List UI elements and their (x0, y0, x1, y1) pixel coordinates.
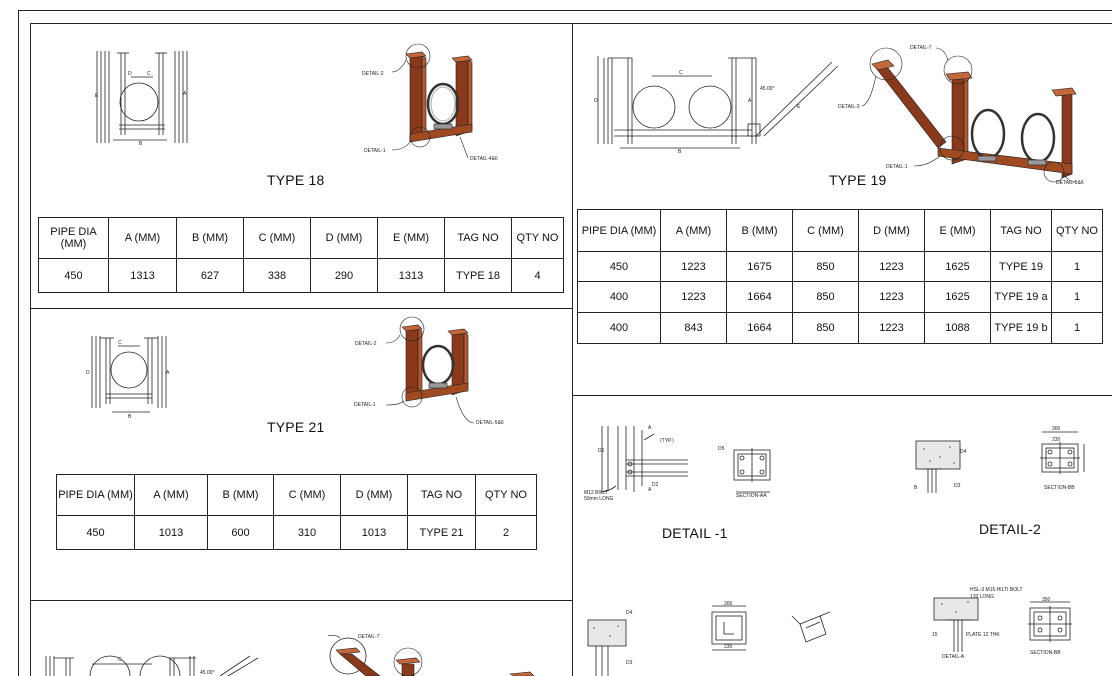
table-cell: 1088 (925, 313, 991, 344)
lower-label-15: 15 (932, 632, 938, 638)
table-row (39, 259, 564, 293)
type19-dim-d: D (594, 98, 598, 104)
type21-callout-detail2: DETAIL-2 (355, 341, 377, 347)
type19-dim-c: C (679, 70, 683, 76)
type19-callout-detail1: DETAIL-1 (886, 164, 908, 170)
type21-callout-detail1: DETAIL-1 (354, 402, 376, 408)
type18-callout-detail2: DETAIL-2 (362, 71, 384, 77)
bottom-angle: 45.00° (200, 670, 215, 676)
type21-dim-b: B (128, 414, 132, 420)
type18-dim-c: C (147, 71, 151, 77)
table-cell: 1313 (378, 259, 445, 293)
type21-title: TYPE 21 (267, 419, 325, 435)
lower-dim-230: 230 (724, 644, 733, 650)
table-cell: 1664 (727, 282, 793, 313)
type19-callout-detail56: DETAIL-5&6 (1056, 180, 1084, 186)
table-cell: 1223 (859, 282, 925, 313)
lower-dim-350: 350 (1042, 597, 1051, 603)
detail1-label-d2: D2 (652, 482, 659, 488)
lower-label-long: 170 LONG (970, 594, 994, 600)
table-cell: 1223 (661, 282, 727, 313)
table-cell: 4 (512, 259, 564, 293)
frame-top-inner (30, 23, 1112, 24)
table-cell: 627 (177, 259, 244, 293)
table-cell: 1625 (925, 282, 991, 313)
table-cell: TYPE 18 (445, 259, 512, 293)
lower-detail-wall (580, 606, 640, 676)
type21-elevation-drawing (84, 332, 184, 422)
type19-angle: 45.00° (760, 86, 775, 92)
table-cell: 1223 (859, 252, 925, 282)
frame-h-divider-left-1 (30, 308, 572, 309)
bottom-partial-drawing (40, 630, 540, 676)
type18-dim-d: D (128, 71, 132, 77)
col-header: TAG NO (408, 475, 476, 516)
detail1-drawing (582, 420, 692, 505)
frame-left-outer (18, 10, 19, 676)
table-cell: 290 (311, 259, 378, 293)
type18-dim-b: B (139, 141, 143, 147)
col-header: TAG NO (991, 210, 1052, 252)
lower-label-d4: D4 (626, 610, 633, 616)
detail2-dim-230: 230 (1052, 437, 1061, 443)
table-cell: 850 (793, 252, 859, 282)
table-cell: 1223 (859, 313, 925, 344)
table-row (578, 282, 1103, 313)
col-header: A (MM) (109, 218, 177, 259)
frame-h-divider-right (572, 395, 1112, 396)
table-header-row (39, 218, 564, 259)
table-cell: 850 (793, 282, 859, 313)
table-cell: 450 (39, 259, 109, 293)
col-header: E (MM) (925, 210, 991, 252)
table-cell: 600 (208, 516, 274, 550)
table-cell: 1 (1052, 282, 1103, 313)
table-cell: 1223 (661, 252, 727, 282)
bottom-dim-c: C (118, 657, 122, 663)
type19-dim-e: E (797, 104, 801, 110)
col-header: QTY NO (512, 218, 564, 259)
col-header: C (MM) (244, 218, 311, 259)
frame-vertical-divider (572, 23, 573, 676)
detail2-section-label: SECTION-BB (1044, 485, 1075, 491)
col-header: B (MM) (208, 475, 274, 516)
table-cell: 400 (578, 282, 661, 313)
type18-title: TYPE 18 (267, 172, 325, 188)
type19-isometric-drawing (836, 40, 1096, 190)
col-header: A (MM) (135, 475, 208, 516)
type19-dim-b: B (678, 149, 682, 155)
table-cell: TYPE 19 (991, 252, 1052, 282)
type18-isometric-drawing (360, 42, 510, 167)
detail2-dim-300: 300 (1052, 426, 1061, 432)
type19-dim-a: A (748, 98, 752, 104)
type21-callout-detail56: DETAIL-5&6 (476, 420, 504, 426)
table-cell: 450 (57, 516, 135, 550)
col-header: QTY NO (476, 475, 537, 516)
col-header: A (MM) (661, 210, 727, 252)
type21-dim-a: A (166, 370, 170, 376)
type18-dim-a: A (183, 91, 187, 97)
type18-dim-e: E (95, 93, 99, 99)
lower-label-d3: D3 (626, 660, 633, 666)
detail2-label-d4: D4 (960, 449, 967, 455)
lower-label-plate: PLATE 12 THK (966, 632, 1000, 638)
table-cell: 843 (661, 313, 727, 344)
detail1-label-d5: D5 (718, 446, 725, 452)
table-cell: 850 (793, 313, 859, 344)
table-row (57, 516, 537, 550)
col-header: E (MM) (378, 218, 445, 259)
table-row (578, 252, 1103, 282)
type19-callout-detail3: DETAIL-3 (838, 104, 860, 110)
table-cell: 450 (578, 252, 661, 282)
detail1-section-label: SECTION-AA (736, 493, 767, 499)
table-cell: 1625 (925, 252, 991, 282)
type19-callout-detail7: DETAIL-7 (910, 45, 932, 51)
detail1-label-a2: A (648, 487, 652, 493)
type21-dim-c: C (118, 340, 122, 346)
table-row (578, 313, 1103, 344)
col-header: PIPE DIA (MM) (57, 475, 135, 516)
col-header: TAG NO (445, 218, 512, 259)
table-cell: TYPE 21 (408, 516, 476, 550)
type21-isometric-drawing (352, 315, 512, 430)
table-cell: 338 (244, 259, 311, 293)
detail1-label-typ: (TYP.) (660, 438, 674, 444)
lower-section-plate (700, 600, 760, 655)
lower-section-bb-label: SECTION-BB (1030, 650, 1061, 656)
bottom-callout-detail7: DETAIL-7 (358, 634, 380, 640)
lower-dim-300: 300 (724, 601, 733, 607)
col-header: D (MM) (341, 475, 408, 516)
type21-dim-d: D (86, 370, 90, 376)
col-header: C (MM) (793, 210, 859, 252)
detail1-label-d1: D1 (598, 448, 605, 454)
type21-schedule-table (56, 474, 537, 550)
col-header: PIPE DIA (MM) (39, 218, 109, 259)
detail1-title: DETAIL -1 (662, 525, 728, 541)
frame-top-outer (18, 10, 1112, 11)
detail1-label-a1: A (648, 425, 652, 431)
detail2-label-d3: D3 (954, 483, 961, 489)
detail1-label-bolt: M12 BOLT (584, 490, 608, 496)
type19-title: TYPE 19 (829, 172, 887, 188)
col-header: B (MM) (727, 210, 793, 252)
table-cell: 1013 (135, 516, 208, 550)
table-cell: 2 (476, 516, 537, 550)
table-cell: 1313 (109, 259, 177, 293)
col-header: D (MM) (311, 218, 378, 259)
col-header: PIPE DIA (MM) (578, 210, 661, 252)
col-header: D (MM) (859, 210, 925, 252)
lower-detail-a (928, 584, 1023, 664)
table-cell: 400 (578, 313, 661, 344)
detail2-label-b: B (914, 485, 918, 491)
table-cell: 1675 (727, 252, 793, 282)
col-header: B (MM) (177, 218, 244, 259)
type19-schedule-table (577, 209, 1103, 344)
table-header-row (57, 475, 537, 516)
detail1-section-aa (714, 440, 779, 500)
col-header: C (MM) (274, 475, 341, 516)
type18-callout-detail45: DETAIL-4&6 (470, 156, 498, 162)
type18-schedule-table (38, 217, 564, 293)
detail2-section-bb (1028, 424, 1098, 494)
table-cell: 1013 (341, 516, 408, 550)
lower-section-bb (1018, 596, 1088, 658)
detail2-drawing (910, 435, 975, 497)
table-cell: TYPE 19 a (991, 282, 1052, 313)
lower-label-detail-a: DETAIL-A (942, 654, 965, 660)
table-cell: 310 (274, 516, 341, 550)
table-cell: TYPE 19 b (991, 313, 1052, 344)
table-cell: 1 (1052, 313, 1103, 344)
type19-elevation-drawing (592, 52, 842, 162)
col-header: QTY NO (1052, 210, 1103, 252)
type18-elevation-drawing (95, 45, 195, 155)
table-cell: 1 (1052, 252, 1103, 282)
table-header-row (578, 210, 1103, 252)
frame-h-divider-left-2 (30, 600, 572, 601)
type18-callout-detail1: DETAIL-1 (364, 148, 386, 154)
table-cell: 1664 (727, 313, 793, 344)
lower-iso-bracket (780, 608, 840, 653)
detail2-title: DETAIL-2 (979, 521, 1042, 537)
frame-left-inner (30, 23, 31, 676)
detail1-label-bolt-len: 50mm LONG (584, 496, 614, 502)
lower-label-hilti: HSL-3 M16 HILTI BOLT (970, 587, 1023, 593)
